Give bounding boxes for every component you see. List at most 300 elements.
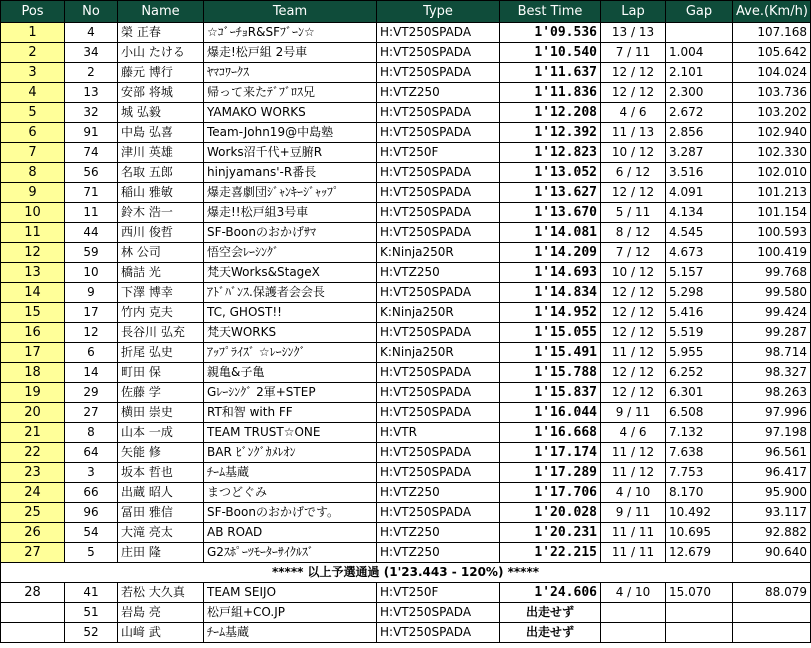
best-time-cell: 1'14.693 xyxy=(500,263,601,283)
number-cell: 41 xyxy=(65,583,118,603)
position-cell: 26 xyxy=(1,523,65,543)
results-header xyxy=(1,1,811,23)
team-cell: G2ｽﾎﾟｰﾂﾓｰﾀｰｻｲｸﾙｽﾞ xyxy=(204,543,377,563)
team-cell: ﾁｰﾑ基蔵 xyxy=(204,463,377,483)
position-cell xyxy=(1,623,65,643)
lap-cell: 11 / 11 xyxy=(601,523,666,543)
table-row xyxy=(1,423,811,443)
best-time-cell: 1'14.209 xyxy=(500,243,601,263)
type-header: Type xyxy=(377,1,500,23)
team-cell: 爆走!松戸組 2号車 xyxy=(204,43,377,63)
best-time-cell: 1'13.627 xyxy=(500,183,601,203)
number-cell: 51 xyxy=(65,603,118,623)
best-time-cell: 1'14.952 xyxy=(500,303,601,323)
position-cell: 23 xyxy=(1,463,65,483)
machine-type-cell: H:VT250SPADA xyxy=(377,323,500,343)
gap-cell: 7.753 xyxy=(666,463,733,483)
team-header: Team xyxy=(204,1,377,23)
table-row xyxy=(1,343,811,363)
team-cell: 梵天WORKS xyxy=(204,323,377,343)
average-speed-cell: 105.642 xyxy=(733,43,811,63)
best-time-cell: 1'11.637 xyxy=(500,63,601,83)
number-cell: 5 xyxy=(65,543,118,563)
no-header: No xyxy=(65,1,118,23)
gap-cell: 7.638 xyxy=(666,443,733,463)
gap-cell: 5.157 xyxy=(666,263,733,283)
lap-cell: 7 / 12 xyxy=(601,243,666,263)
average-speed-cell: 90.640 xyxy=(733,543,811,563)
table-row xyxy=(1,603,811,623)
rider-name-cell: 城 弘毅 xyxy=(118,103,204,123)
table-row xyxy=(1,163,811,183)
machine-type-cell: H:VT250SPADA xyxy=(377,463,500,483)
best-time-cell: 1'17.706 xyxy=(500,483,601,503)
best-time-cell: 1'15.491 xyxy=(500,343,601,363)
average-speed-cell: 107.168 xyxy=(733,23,811,43)
number-cell: 4 xyxy=(65,23,118,43)
best-time-header: Best Time xyxy=(500,1,601,23)
gap-cell: 6.252 xyxy=(666,363,733,383)
gap-cell: 10.492 xyxy=(666,503,733,523)
position-cell: 19 xyxy=(1,383,65,403)
gap-cell: 8.170 xyxy=(666,483,733,503)
position-cell: 24 xyxy=(1,483,65,503)
team-cell: 親亀&子亀 xyxy=(204,363,377,383)
machine-type-cell: H:VT250SPADA xyxy=(377,183,500,203)
position-cell: 12 xyxy=(1,243,65,263)
number-cell: 14 xyxy=(65,363,118,383)
machine-type-cell: K:Ninja250R xyxy=(377,303,500,323)
team-cell: ｱｯﾌﾟﾗｲｽﾞ ☆ﾚｰｼﾝｸﾞ xyxy=(204,343,377,363)
team-cell: 爆走!!松戸組3号車 xyxy=(204,203,377,223)
best-time-cell: 1'12.392 xyxy=(500,123,601,143)
average-speed-cell: 101.154 xyxy=(733,203,811,223)
position-cell: 27 xyxy=(1,543,65,563)
lap-cell: 7 / 11 xyxy=(601,43,666,63)
number-cell: 44 xyxy=(65,223,118,243)
lap-cell: 9 / 11 xyxy=(601,503,666,523)
average-speed-cell: 102.010 xyxy=(733,163,811,183)
rider-name-cell: 出蔵 昭人 xyxy=(118,483,204,503)
ave-speed-header: Ave.(Km/h) xyxy=(733,1,811,23)
lap-cell: 12 / 12 xyxy=(601,83,666,103)
machine-type-cell: H:VTZ250 xyxy=(377,523,500,543)
table-row xyxy=(1,23,811,43)
machine-type-cell: H:VTZ250 xyxy=(377,483,500,503)
best-time-cell: 1'10.540 xyxy=(500,43,601,63)
average-speed-cell: 102.330 xyxy=(733,143,811,163)
machine-type-cell: H:VT250SPADA xyxy=(377,283,500,303)
gap-cell: 2.672 xyxy=(666,103,733,123)
number-cell: 52 xyxy=(65,623,118,643)
machine-type-cell: H:VT250SPADA xyxy=(377,403,500,423)
rider-name-cell: 坂本 哲也 xyxy=(118,463,204,483)
lap-cell: 4 / 6 xyxy=(601,423,666,443)
team-cell: TEAM TRUST☆ONE xyxy=(204,423,377,443)
machine-type-cell: K:Ninja250R xyxy=(377,343,500,363)
table-row xyxy=(1,83,811,103)
number-cell: 6 xyxy=(65,343,118,363)
gap-cell: 3.287 xyxy=(666,143,733,163)
rider-name-cell: 矢能 修 xyxy=(118,443,204,463)
team-cell: YAMAKO WORKS xyxy=(204,103,377,123)
team-cell: RT和智 with FF xyxy=(204,403,377,423)
machine-type-cell: H:VTZ250 xyxy=(377,83,500,103)
lap-cell: 11 / 13 xyxy=(601,123,666,143)
gap-cell xyxy=(666,23,733,43)
rider-name-cell: 冨田 雅信 xyxy=(118,503,204,523)
position-cell: 20 xyxy=(1,403,65,423)
position-cell: 15 xyxy=(1,303,65,323)
lap-cell: 8 / 12 xyxy=(601,223,666,243)
average-speed-cell: 88.079 xyxy=(733,583,811,603)
number-cell: 96 xyxy=(65,503,118,523)
table-row xyxy=(1,143,811,163)
results-body xyxy=(1,23,811,643)
table-row xyxy=(1,183,811,203)
average-speed-cell: 98.714 xyxy=(733,343,811,363)
machine-type-cell: H:VT250SPADA xyxy=(377,503,500,523)
table-row xyxy=(1,243,811,263)
number-cell: 29 xyxy=(65,383,118,403)
rider-name-cell: 庄田 隆 xyxy=(118,543,204,563)
rider-name-cell: 鈴木 浩一 xyxy=(118,203,204,223)
average-speed-cell: 102.940 xyxy=(733,123,811,143)
number-cell: 59 xyxy=(65,243,118,263)
best-time-cell: 1'24.606 xyxy=(500,583,601,603)
table-row xyxy=(1,583,811,603)
position-cell: 16 xyxy=(1,323,65,343)
team-cell: 松戸組+CO.JP xyxy=(204,603,377,623)
qualifying-cutoff-text: ***** 以上予選通過 (1'23.443 - 120%) ***** xyxy=(1,563,811,583)
gap-cell: 7.132 xyxy=(666,423,733,443)
qualifying-cutoff-row xyxy=(1,563,811,583)
rider-name-cell: 西川 俊哲 xyxy=(118,223,204,243)
table-row xyxy=(1,403,811,423)
pos-header: Pos xyxy=(1,1,65,23)
best-time-cell: 1'15.837 xyxy=(500,383,601,403)
table-row xyxy=(1,443,811,463)
team-cell: 梵天Works&StageX xyxy=(204,263,377,283)
average-speed-cell: 95.900 xyxy=(733,483,811,503)
position-cell: 8 xyxy=(1,163,65,183)
lap-cell: 9 / 11 xyxy=(601,403,666,423)
average-speed-cell: 104.024 xyxy=(733,63,811,83)
number-cell: 74 xyxy=(65,143,118,163)
lap-cell: 5 / 11 xyxy=(601,203,666,223)
average-speed-cell: 98.263 xyxy=(733,383,811,403)
best-time-cell: 1'15.788 xyxy=(500,363,601,383)
position-cell: 3 xyxy=(1,63,65,83)
machine-type-cell: H:VT250SPADA xyxy=(377,223,500,243)
rider-name-cell: 折尾 弘史 xyxy=(118,343,204,363)
table-row xyxy=(1,283,811,303)
lap-cell xyxy=(601,623,666,643)
lap-cell: 4 / 10 xyxy=(601,583,666,603)
number-cell: 91 xyxy=(65,123,118,143)
gap-cell: 5.298 xyxy=(666,283,733,303)
number-cell: 34 xyxy=(65,43,118,63)
table-row xyxy=(1,123,811,143)
rider-name-cell: 小山 たける xyxy=(118,43,204,63)
position-cell: 6 xyxy=(1,123,65,143)
table-row xyxy=(1,323,811,343)
average-speed-cell xyxy=(733,603,811,623)
position-cell: 5 xyxy=(1,103,65,123)
lap-cell: 11 / 11 xyxy=(601,543,666,563)
number-cell: 11 xyxy=(65,203,118,223)
machine-type-cell: H:VT250SPADA xyxy=(377,363,500,383)
team-cell: Team-John19@中島塾 xyxy=(204,123,377,143)
rider-name-cell: 横田 崇史 xyxy=(118,403,204,423)
gap-cell: 3.516 xyxy=(666,163,733,183)
lap-cell: 4 / 10 xyxy=(601,483,666,503)
gap-cell: 2.856 xyxy=(666,123,733,143)
position-cell: 25 xyxy=(1,503,65,523)
position-cell: 4 xyxy=(1,83,65,103)
gap-cell xyxy=(666,623,733,643)
best-time-cell: 1'17.289 xyxy=(500,463,601,483)
number-cell: 64 xyxy=(65,443,118,463)
table-row xyxy=(1,63,811,83)
average-speed-cell: 92.882 xyxy=(733,523,811,543)
lap-cell: 13 / 13 xyxy=(601,23,666,43)
team-cell: TEAM SEIJO xyxy=(204,583,377,603)
position-cell: 18 xyxy=(1,363,65,383)
team-cell: 悟空会ﾚｰｼﾝｸﾞ xyxy=(204,243,377,263)
position-cell: 28 xyxy=(1,583,65,603)
team-cell: AB ROAD xyxy=(204,523,377,543)
gap-cell xyxy=(666,603,733,623)
number-cell: 9 xyxy=(65,283,118,303)
best-time-cell: 1'14.081 xyxy=(500,223,601,243)
table-row xyxy=(1,523,811,543)
table-row xyxy=(1,203,811,223)
best-time-cell: 1'16.668 xyxy=(500,423,601,443)
lap-cell: 12 / 12 xyxy=(601,383,666,403)
number-cell: 2 xyxy=(65,63,118,83)
lap-cell: 12 / 12 xyxy=(601,63,666,83)
lap-cell: 11 / 12 xyxy=(601,343,666,363)
average-speed-cell: 99.287 xyxy=(733,323,811,343)
rider-name-cell: 名取 五郎 xyxy=(118,163,204,183)
number-cell: 56 xyxy=(65,163,118,183)
number-cell: 8 xyxy=(65,423,118,443)
gap-cell: 4.545 xyxy=(666,223,733,243)
average-speed-cell: 93.117 xyxy=(733,503,811,523)
rider-name-cell: 中島 弘喜 xyxy=(118,123,204,143)
machine-type-cell: H:VT250SPADA xyxy=(377,43,500,63)
number-cell: 54 xyxy=(65,523,118,543)
position-cell: 7 xyxy=(1,143,65,163)
gap-cell: 10.695 xyxy=(666,523,733,543)
team-cell: Works沼千代+豆腑R xyxy=(204,143,377,163)
average-speed-cell: 100.593 xyxy=(733,223,811,243)
lap-cell: 11 / 12 xyxy=(601,463,666,483)
machine-type-cell: H:VTR xyxy=(377,423,500,443)
best-time-cell: 1'20.028 xyxy=(500,503,601,523)
best-time-cell: 1'15.055 xyxy=(500,323,601,343)
number-cell: 3 xyxy=(65,463,118,483)
number-cell: 66 xyxy=(65,483,118,503)
team-cell: SF-Boonのおかげです。 xyxy=(204,503,377,523)
position-cell: 21 xyxy=(1,423,65,443)
gap-cell: 4.134 xyxy=(666,203,733,223)
rider-name-cell: 若松 大久真 xyxy=(118,583,204,603)
table-row xyxy=(1,463,811,483)
gap-cell: 2.101 xyxy=(666,63,733,83)
rider-name-cell: 岩島 亮 xyxy=(118,603,204,623)
rider-name-cell: 藤元 博行 xyxy=(118,63,204,83)
average-speed-cell: 99.580 xyxy=(733,283,811,303)
rider-name-cell: 津川 英雄 xyxy=(118,143,204,163)
number-cell: 17 xyxy=(65,303,118,323)
rider-name-cell: 山﨑 武 xyxy=(118,623,204,643)
team-cell: ☆ｺﾞｰﾁｮR&SFﾌﾞｰﾝ☆ xyxy=(204,23,377,43)
table-row xyxy=(1,103,811,123)
machine-type-cell: H:VT250F xyxy=(377,583,500,603)
gap-cell: 12.679 xyxy=(666,543,733,563)
lap-cell xyxy=(601,603,666,623)
team-cell: ﾔﾏｺﾜｰｸｽ xyxy=(204,63,377,83)
lap-cell: 11 / 12 xyxy=(601,443,666,463)
position-cell: 14 xyxy=(1,283,65,303)
lap-cell: 12 / 12 xyxy=(601,323,666,343)
rider-name-cell: 榮 正春 xyxy=(118,23,204,43)
team-cell: 帰って来たﾃﾞﾌﾞﾛｽ兄 xyxy=(204,83,377,103)
machine-type-cell: H:VTZ250 xyxy=(377,263,500,283)
rider-name-cell: 安部 将城 xyxy=(118,83,204,103)
average-speed-cell: 101.213 xyxy=(733,183,811,203)
table-row xyxy=(1,383,811,403)
team-cell: まつどぐみ xyxy=(204,483,377,503)
machine-type-cell: H:VT250SPADA xyxy=(377,163,500,183)
position-cell xyxy=(1,603,65,623)
rider-name-cell: 橋詰 光 xyxy=(118,263,204,283)
machine-type-cell: H:VT250SPADA xyxy=(377,383,500,403)
lap-cell: 10 / 12 xyxy=(601,143,666,163)
table-row xyxy=(1,543,811,563)
lap-cell: 12 / 12 xyxy=(601,283,666,303)
table-row xyxy=(1,363,811,383)
average-speed-cell: 99.768 xyxy=(733,263,811,283)
average-speed-cell: 98.327 xyxy=(733,363,811,383)
best-time-cell: 1'16.044 xyxy=(500,403,601,423)
position-cell: 1 xyxy=(1,23,65,43)
gap-cell: 15.070 xyxy=(666,583,733,603)
best-time-cell: 1'13.670 xyxy=(500,203,601,223)
machine-type-cell: H:VT250SPADA xyxy=(377,203,500,223)
gap-cell: 4.673 xyxy=(666,243,733,263)
best-time-cell: 1'12.208 xyxy=(500,103,601,123)
rider-name-cell: 町田 保 xyxy=(118,363,204,383)
position-cell: 22 xyxy=(1,443,65,463)
lap-cell: 12 / 12 xyxy=(601,303,666,323)
rider-name-cell: 稲山 雅敏 xyxy=(118,183,204,203)
gap-cell: 5.416 xyxy=(666,303,733,323)
machine-type-cell: H:VT250SPADA xyxy=(377,603,500,623)
team-cell: hinjyamans'-R番長 xyxy=(204,163,377,183)
best-time-cell: 1'17.174 xyxy=(500,443,601,463)
position-cell: 9 xyxy=(1,183,65,203)
gap-cell: 5.519 xyxy=(666,323,733,343)
best-time-cell: 出走せず xyxy=(500,623,601,643)
average-speed-cell: 97.198 xyxy=(733,423,811,443)
average-speed-cell: 96.561 xyxy=(733,443,811,463)
table-row xyxy=(1,223,811,243)
gap-cell: 4.091 xyxy=(666,183,733,203)
table-row xyxy=(1,623,811,643)
lap-cell: 10 / 12 xyxy=(601,263,666,283)
number-cell: 12 xyxy=(65,323,118,343)
team-cell: SF-Boonのおかげｻﾏ xyxy=(204,223,377,243)
average-speed-cell: 100.419 xyxy=(733,243,811,263)
gap-cell: 6.508 xyxy=(666,403,733,423)
best-time-cell: 1'13.052 xyxy=(500,163,601,183)
machine-type-cell: H:VT250SPADA xyxy=(377,123,500,143)
average-speed-cell: 97.996 xyxy=(733,403,811,423)
rider-name-cell: 佐藤 学 xyxy=(118,383,204,403)
position-cell: 13 xyxy=(1,263,65,283)
rider-name-cell: 林 公司 xyxy=(118,243,204,263)
position-cell: 10 xyxy=(1,203,65,223)
best-time-cell: 1'11.836 xyxy=(500,83,601,103)
machine-type-cell: H:VT250SPADA xyxy=(377,23,500,43)
machine-type-cell: H:VTZ250 xyxy=(377,543,500,563)
lap-cell: 12 / 12 xyxy=(601,363,666,383)
best-time-cell: 1'09.536 xyxy=(500,23,601,43)
number-cell: 13 xyxy=(65,83,118,103)
position-cell: 17 xyxy=(1,343,65,363)
table-row xyxy=(1,483,811,503)
rider-name-cell: 大滝 亮太 xyxy=(118,523,204,543)
position-cell: 11 xyxy=(1,223,65,243)
lap-cell: 4 / 6 xyxy=(601,103,666,123)
average-speed-cell: 103.202 xyxy=(733,103,811,123)
team-cell: TC, GHOST!! xyxy=(204,303,377,323)
team-cell: Gﾚｰｼﾝｸﾞ 2軍+STEP xyxy=(204,383,377,403)
number-cell: 32 xyxy=(65,103,118,123)
gap-cell: 6.301 xyxy=(666,383,733,403)
rider-name-cell: 長谷川 弘充 xyxy=(118,323,204,343)
best-time-cell: 1'20.231 xyxy=(500,523,601,543)
gap-header: Gap xyxy=(666,1,733,23)
number-cell: 10 xyxy=(65,263,118,283)
machine-type-cell: H:VT250SPADA xyxy=(377,443,500,463)
machine-type-cell: H:VT250SPADA xyxy=(377,103,500,123)
gap-cell: 5.955 xyxy=(666,343,733,363)
best-time-cell: 1'22.215 xyxy=(500,543,601,563)
team-cell: ｱﾄﾞﾊﾞﾝｽ.保護者会会長 xyxy=(204,283,377,303)
best-time-cell: 出走せず xyxy=(500,603,601,623)
machine-type-cell: K:Ninja250R xyxy=(377,243,500,263)
position-cell: 2 xyxy=(1,43,65,63)
table-row xyxy=(1,503,811,523)
best-time-cell: 1'14.834 xyxy=(500,283,601,303)
rider-name-cell: 竹内 克夫 xyxy=(118,303,204,323)
lap-cell: 6 / 12 xyxy=(601,163,666,183)
average-speed-cell: 96.417 xyxy=(733,463,811,483)
machine-type-cell: H:VT250SPADA xyxy=(377,63,500,83)
machine-type-cell: H:VT250F xyxy=(377,143,500,163)
average-speed-cell xyxy=(733,623,811,643)
team-cell: BAR ﾋﾞﾝｸﾞｶﾒﾚｵﾝ xyxy=(204,443,377,463)
team-cell: 爆走喜劇団ｼﾞｬﾝｷｰｼﾞｬｯﾌﾟ xyxy=(204,183,377,203)
name-header: Name xyxy=(118,1,204,23)
table-row xyxy=(1,303,811,323)
rider-name-cell: 下澤 博幸 xyxy=(118,283,204,303)
team-cell: ﾁｰﾑ基蔵 xyxy=(204,623,377,643)
